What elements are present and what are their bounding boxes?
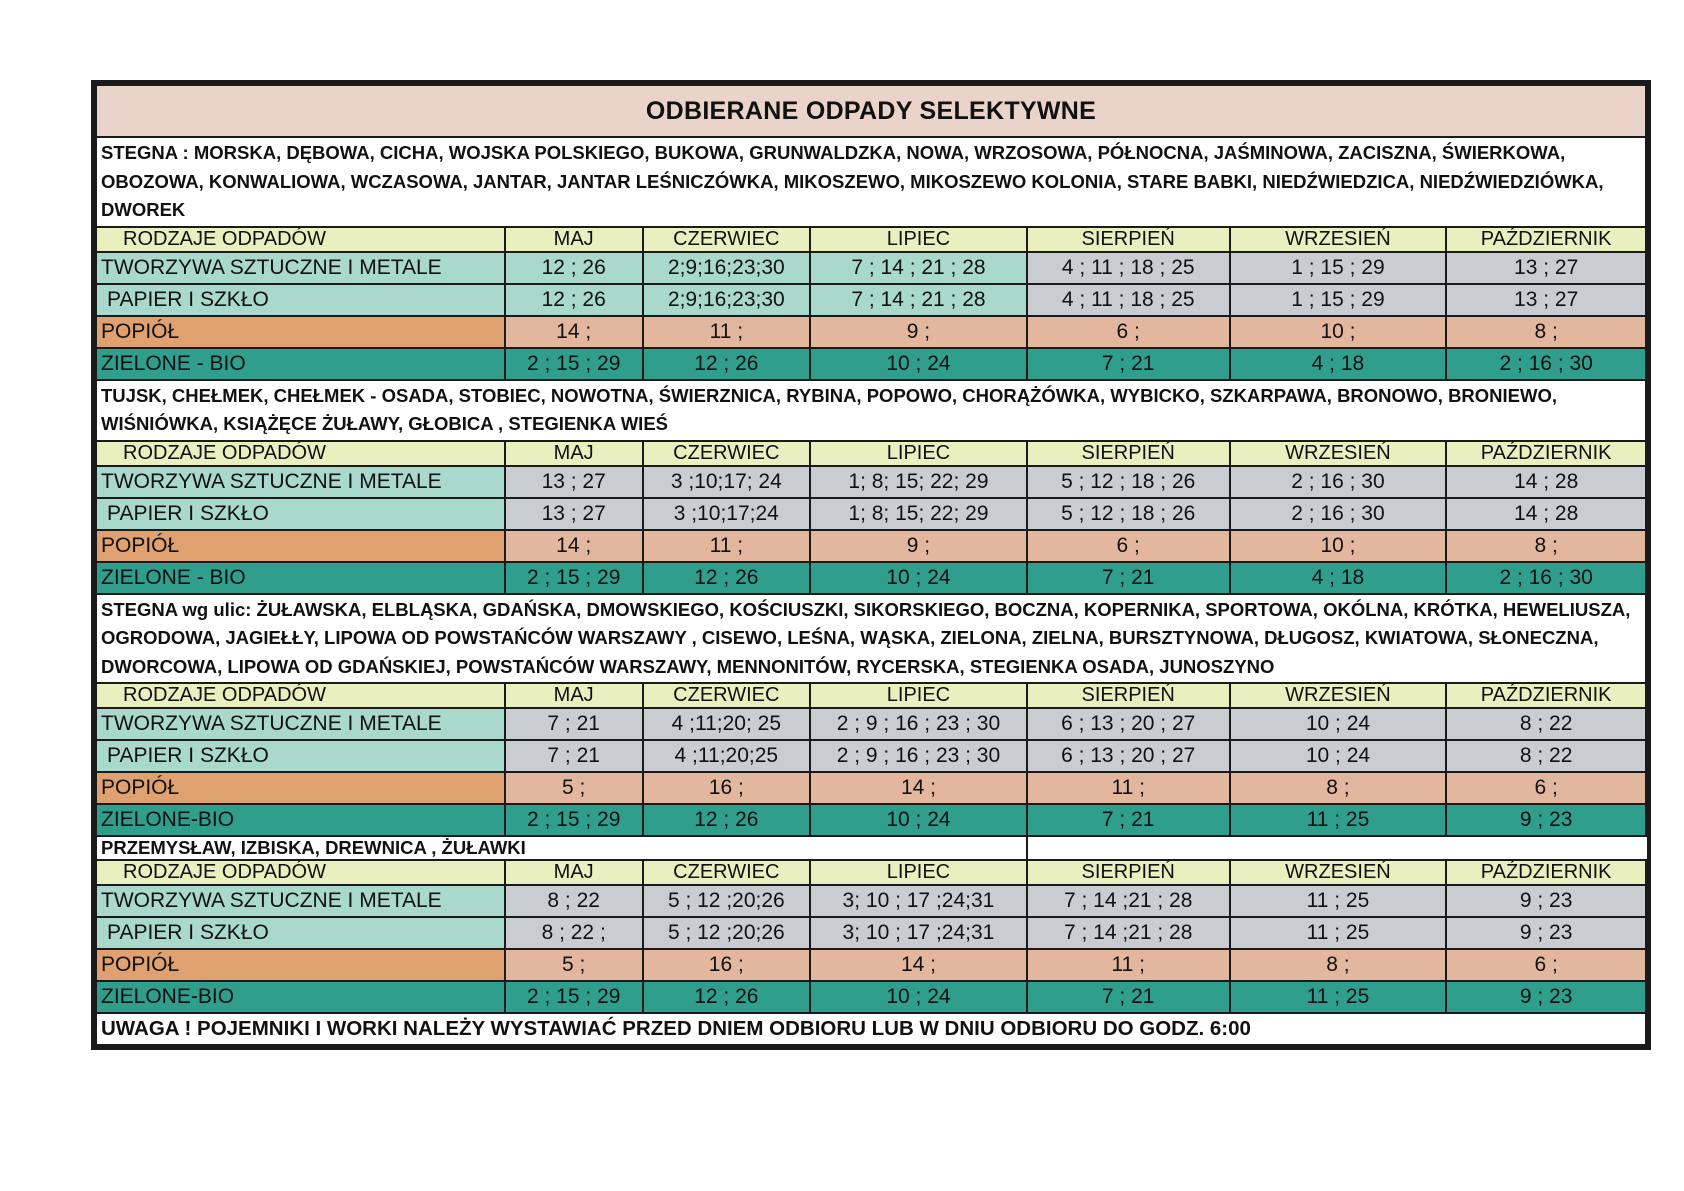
pickup-dates: 3 ;10;17;24 — [643, 498, 811, 530]
pickup-dates: 5 ; 12 ;20;26 — [643, 885, 811, 917]
pickup-dates: 3; 10 ; 17 ;24;31 — [810, 885, 1027, 917]
pickup-dates: 2 ; 15 ; 29 — [505, 348, 643, 380]
schedule-body — [96, 85, 1646, 1045]
month-header: CZERWIEC — [643, 860, 811, 885]
pickup-dates: 7 ; 14 ; 21 ; 28 — [810, 252, 1027, 284]
schedule-sheet — [91, 80, 1651, 1050]
pickup-dates: 6 ; — [1027, 530, 1230, 562]
pickup-dates: 3 ;10;17; 24 — [643, 466, 811, 498]
pickup-dates: 5 ; — [505, 772, 643, 804]
pickup-dates: 6 ; 13 ; 20 ; 27 — [1027, 708, 1230, 740]
pickup-dates: 7 ; 21 — [505, 708, 643, 740]
pickup-dates: 10 ; 24 — [810, 562, 1027, 594]
table-row — [96, 284, 1646, 316]
waste-type-label: ZIELONE-BIO — [96, 804, 505, 836]
pickup-dates: 7 ; 21 — [505, 740, 643, 772]
pickup-dates: 5 ; — [505, 949, 643, 981]
month-header: SIERPIEŃ — [1027, 860, 1230, 885]
month-header: CZERWIEC — [643, 441, 811, 466]
table-row — [96, 562, 1646, 594]
month-header: CZERWIEC — [643, 683, 811, 708]
pickup-dates: 7 ; 21 — [1027, 562, 1230, 594]
pickup-dates: 14 ; — [810, 772, 1027, 804]
pickup-dates: 6 ; — [1027, 316, 1230, 348]
table-row — [96, 740, 1646, 772]
pickup-dates: 8 ; 22 — [1446, 740, 1646, 772]
pickup-dates: 2 ; 15 ; 29 — [505, 804, 643, 836]
pickup-dates: 14 ; 28 — [1446, 498, 1646, 530]
pickup-dates: 6 ; — [1446, 949, 1646, 981]
table-row — [96, 981, 1646, 1013]
pickup-dates: 11 ; 25 — [1230, 981, 1447, 1013]
month-header: LIPIEC — [810, 227, 1027, 252]
waste-type-label: PAPIER I SZKŁO — [96, 498, 505, 530]
waste-type-label: PAPIER I SZKŁO — [96, 740, 505, 772]
pickup-dates: 9 ; — [810, 530, 1027, 562]
waste-type-header: RODZAJE ODPADÓW — [96, 860, 505, 885]
month-header: PAŹDZIERNIK — [1446, 860, 1646, 885]
waste-type-label: TWORZYWA SZTUCZNE I METALE — [96, 885, 505, 917]
table-row — [96, 498, 1646, 530]
month-header: MAJ — [505, 683, 643, 708]
month-header: CZERWIEC — [643, 227, 811, 252]
pickup-dates: 10 ; 24 — [810, 981, 1027, 1013]
month-header: LIPIEC — [810, 683, 1027, 708]
pickup-dates: 16 ; — [643, 772, 811, 804]
area-description: STEGNA wg ulic: ŻUŁAWSKA, ELBLĄSKA, GDAŃSKA, DMOWSKIEGO, KOŚCIUSZKI, SIKORSKIEGO, BOCZNA, KOPERNIKA, SPORTOWA, OKÓLNA, KRÓTKA, HEWELIUSZA, OGRODOWA, JAGIEŁŁY, LIPOWA OD POWSTAŃCÓW WARSZAWY , CISEWO, LEŚNA, WĄSKA, ZIELONA, ZIELNA, BURSZTYNOWA, DŁUGOSZ, KWIATOWA, SŁONECZNA, DWORCOWA, LIPOWA OD GDAŃSKIEJ, POWSTAŃCÓW WARSZAWY, MENNONITÓW, RYCERSKA, STEGIENKA OSADA, JUNOSZYNO — [96, 594, 1646, 684]
pickup-dates: 4 ; 11 ; 18 ; 25 — [1027, 252, 1230, 284]
pickup-dates: 2 ; 9 ; 16 ; 23 ; 30 — [810, 740, 1027, 772]
month-header: WRZESIEŃ — [1230, 441, 1447, 466]
waste-type-label: PAPIER I SZKŁO — [96, 917, 505, 949]
waste-type-label: ZIELONE-BIO — [96, 981, 505, 1013]
pickup-dates: 1; 8; 15; 22; 29 — [810, 498, 1027, 530]
pickup-dates: 10 ; 24 — [1230, 708, 1447, 740]
pickup-dates: 14 ; 28 — [1446, 466, 1646, 498]
pickup-dates: 13 ; 27 — [1446, 252, 1646, 284]
area-blank — [1027, 836, 1646, 860]
pickup-dates: 8 ; — [1230, 772, 1447, 804]
pickup-dates: 12 ; 26 — [643, 804, 811, 836]
pickup-dates: 1; 8; 15; 22; 29 — [810, 466, 1027, 498]
month-header: WRZESIEŃ — [1230, 227, 1447, 252]
pickup-dates: 12 ; 26 — [643, 981, 811, 1013]
pickup-dates: 10 ; 24 — [1230, 740, 1447, 772]
page-title: ODBIERANE ODPADY SELEKTYWNE — [96, 85, 1646, 137]
month-header: SIERPIEŃ — [1027, 441, 1230, 466]
month-header: MAJ — [505, 441, 643, 466]
waste-type-label: POPIÓŁ — [96, 530, 505, 562]
waste-type-label: PAPIER I SZKŁO — [96, 284, 505, 316]
pickup-dates: 13 ; 27 — [505, 466, 643, 498]
pickup-dates: 12 ; 26 — [505, 284, 643, 316]
waste-type-label: TWORZYWA SZTUCZNE I METALE — [96, 708, 505, 740]
pickup-dates: 10 ; — [1230, 530, 1447, 562]
pickup-dates: 6 ; — [1446, 772, 1646, 804]
table-row — [96, 252, 1646, 284]
pickup-dates: 10 ; — [1230, 316, 1447, 348]
month-header-row — [96, 441, 1646, 466]
month-header: SIERPIEŃ — [1027, 683, 1230, 708]
pickup-dates: 11 ; 25 — [1230, 885, 1447, 917]
area-description: PRZEMYSŁAW, IZBISKA, DREWNICA , ŻUŁAWKI — [96, 836, 1027, 860]
month-header: SIERPIEŃ — [1027, 227, 1230, 252]
waste-type-label: POPIÓŁ — [96, 772, 505, 804]
pickup-dates: 3; 10 ; 17 ;24;31 — [810, 917, 1027, 949]
pickup-dates: 2 ; 16 ; 30 — [1446, 348, 1646, 380]
pickup-dates: 2 ; 16 ; 30 — [1230, 498, 1447, 530]
month-header: MAJ — [505, 227, 643, 252]
pickup-dates: 4 ; 18 — [1230, 562, 1447, 594]
pickup-dates: 7 ; 14 ; 21 ; 28 — [810, 284, 1027, 316]
pickup-dates: 9 ; 23 — [1446, 917, 1646, 949]
table-row — [96, 917, 1646, 949]
pickup-dates: 11 ; — [643, 530, 811, 562]
pickup-dates: 5 ; 12 ;20;26 — [643, 917, 811, 949]
area-description: TUJSK, CHEŁMEK, CHEŁMEK - OSADA, STOBIEC, NOWOTNA, ŚWIERZNICA, RYBINA, POPOWO, CHORĄŻÓWKA, WYBICKO, SZKARPAWA, BRONOWO, BRONIEWO, WIŚNIÓWKA, KSIĄŻĘCE ŻUŁAWY, GŁOBICA , STEGIENKA WIEŚ — [96, 380, 1646, 441]
table-row — [96, 772, 1646, 804]
month-header-row — [96, 860, 1646, 885]
pickup-dates: 16 ; — [643, 949, 811, 981]
area-description: STEGNA : MORSKA, DĘBOWA, CICHA, WOJSKA POLSKIEGO, BUKOWA, GRUNWALDZKA, NOWA, WRZOSOWA, PÓŁNOCNA, JAŚMINOWA, ZACISZNA, ŚWIERKOWA, OBOZOWA, KONWALIOWA, WCZASOWA, JANTAR, JANTAR LEŚNICZÓWKA, MIKOSZEWO, MIKOSZEWO KOLONIA, STARE BABKI, NIEDŹWIEDZICA, NIEDŹWIEDZIÓWKA, DWOREK — [96, 137, 1646, 227]
pickup-dates: 1 ; 15 ; 29 — [1230, 284, 1447, 316]
pickup-dates: 4 ;11;20;25 — [643, 740, 811, 772]
waste-type-label: ZIELONE - BIO — [96, 562, 505, 594]
schedule-table — [95, 84, 1647, 1046]
notice-text: UWAGA ! POJEMNIKI I WORKI NALEŻY WYSTAWIAĆ PRZED DNIEM ODBIORU LUB W DNIU ODBIORU DO GODZ. 6:00 — [96, 1013, 1646, 1045]
pickup-dates: 8 ; — [1446, 530, 1646, 562]
pickup-dates: 5 ; 12 ; 18 ; 26 — [1027, 466, 1230, 498]
pickup-dates: 9 ; 23 — [1446, 804, 1646, 836]
pickup-dates: 8 ; 22 — [505, 885, 643, 917]
pickup-dates: 7 ; 14 ;21 ; 28 — [1027, 917, 1230, 949]
month-header: LIPIEC — [810, 860, 1027, 885]
pickup-dates: 10 ; 24 — [810, 804, 1027, 836]
pickup-dates: 11 ; — [1027, 772, 1230, 804]
month-header: PAŹDZIERNIK — [1446, 227, 1646, 252]
pickup-dates: 2 ; 15 ; 29 — [505, 562, 643, 594]
pickup-dates: 9 ; — [810, 316, 1027, 348]
pickup-dates: 6 ; 13 ; 20 ; 27 — [1027, 740, 1230, 772]
pickup-dates: 1 ; 15 ; 29 — [1230, 252, 1447, 284]
month-header: WRZESIEŃ — [1230, 860, 1447, 885]
table-row — [96, 885, 1646, 917]
table-row — [96, 348, 1646, 380]
pickup-dates: 4 ; 11 ; 18 ; 25 — [1027, 284, 1230, 316]
pickup-dates: 9 ; 23 — [1446, 981, 1646, 1013]
pickup-dates: 10 ; 24 — [810, 348, 1027, 380]
pickup-dates: 11 ; 25 — [1230, 917, 1447, 949]
pickup-dates: 14 ; — [810, 949, 1027, 981]
table-row — [96, 316, 1646, 348]
month-header: MAJ — [505, 860, 643, 885]
pickup-dates: 7 ; 14 ;21 ; 28 — [1027, 885, 1230, 917]
pickup-dates: 8 ; — [1230, 949, 1447, 981]
month-header: WRZESIEŃ — [1230, 683, 1447, 708]
waste-type-label: ZIELONE - BIO — [96, 348, 505, 380]
month-header-row — [96, 683, 1646, 708]
month-header: LIPIEC — [810, 441, 1027, 466]
pickup-dates: 7 ; 21 — [1027, 348, 1230, 380]
pickup-dates: 2 ; 15 ; 29 — [505, 981, 643, 1013]
table-row — [96, 466, 1646, 498]
pickup-dates: 5 ; 12 ; 18 ; 26 — [1027, 498, 1230, 530]
pickup-dates: 11 ; — [643, 316, 811, 348]
pickup-dates: 7 ; 21 — [1027, 804, 1230, 836]
pickup-dates: 8 ; 22 ; — [505, 917, 643, 949]
table-row — [96, 804, 1646, 836]
table-row — [96, 708, 1646, 740]
table-row — [96, 949, 1646, 981]
waste-type-label: TWORZYWA SZTUCZNE I METALE — [96, 252, 505, 284]
pickup-dates: 4 ; 18 — [1230, 348, 1447, 380]
pickup-dates: 2 ; 16 ; 30 — [1230, 466, 1447, 498]
pickup-dates: 2 ; 9 ; 16 ; 23 ; 30 — [810, 708, 1027, 740]
waste-type-header: RODZAJE ODPADÓW — [96, 227, 505, 252]
pickup-dates: 11 ; — [1027, 949, 1230, 981]
waste-type-header: RODZAJE ODPADÓW — [96, 683, 505, 708]
pickup-dates: 8 ; 22 — [1446, 708, 1646, 740]
pickup-dates: 12 ; 26 — [505, 252, 643, 284]
pickup-dates: 14 ; — [505, 316, 643, 348]
pickup-dates: 14 ; — [505, 530, 643, 562]
pickup-dates: 11 ; 25 — [1230, 804, 1447, 836]
month-header: PAŹDZIERNIK — [1446, 441, 1646, 466]
pickup-dates: 2;9;16;23;30 — [643, 284, 811, 316]
pickup-dates: 12 ; 26 — [643, 348, 811, 380]
pickup-dates: 9 ; 23 — [1446, 885, 1646, 917]
pickup-dates: 12 ; 26 — [643, 562, 811, 594]
pickup-dates: 4 ;11;20; 25 — [643, 708, 811, 740]
waste-type-label: TWORZYWA SZTUCZNE I METALE — [96, 466, 505, 498]
pickup-dates: 8 ; — [1446, 316, 1646, 348]
table-row — [96, 530, 1646, 562]
month-header-row — [96, 227, 1646, 252]
pickup-dates: 2 ; 16 ; 30 — [1446, 562, 1646, 594]
waste-type-label: POPIÓŁ — [96, 949, 505, 981]
month-header: PAŹDZIERNIK — [1446, 683, 1646, 708]
pickup-dates: 7 ; 21 — [1027, 981, 1230, 1013]
pickup-dates: 13 ; 27 — [1446, 284, 1646, 316]
waste-type-header: RODZAJE ODPADÓW — [96, 441, 505, 466]
pickup-dates: 13 ; 27 — [505, 498, 643, 530]
waste-type-label: POPIÓŁ — [96, 316, 505, 348]
pickup-dates: 2;9;16;23;30 — [643, 252, 811, 284]
